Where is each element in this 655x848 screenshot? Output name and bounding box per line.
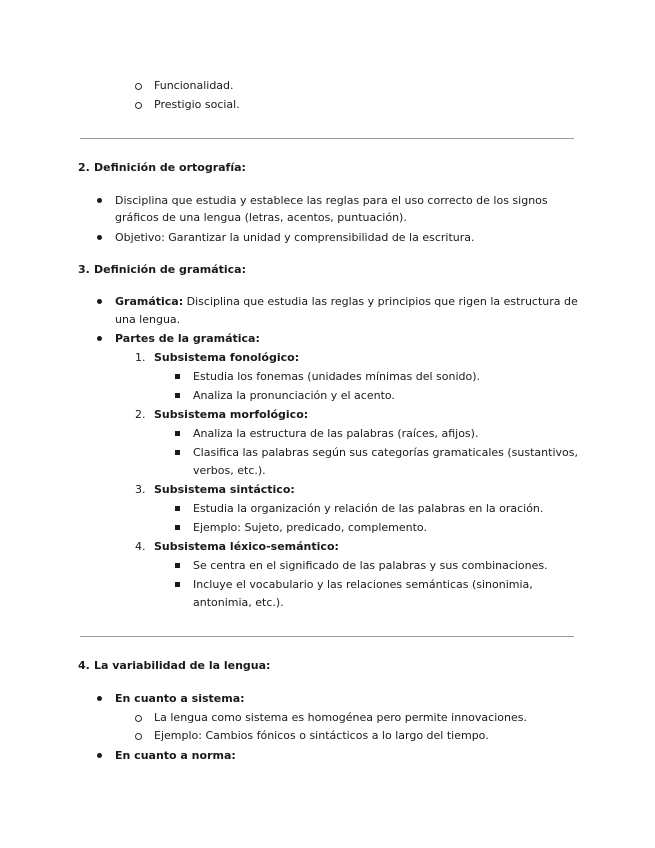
list-item-continuation: antonimia, etc.). — [193, 596, 284, 609]
circle-bullet-icon — [135, 83, 142, 90]
section-title: Definición de gramática: — [94, 263, 246, 276]
bullet-icon — [97, 299, 102, 304]
bullet-icon — [97, 198, 102, 203]
list-item: Estudia los fonemas (unidades mínimas del sonido). — [193, 370, 481, 383]
section-title: La variabilidad de la lengua: — [94, 659, 271, 672]
list-item — [115, 295, 578, 309]
square-bullet-icon — [175, 431, 180, 436]
divider — [80, 138, 574, 139]
list-item: Disciplina que estudia y establece las reglas para el uso correcto de los signos — [115, 194, 548, 207]
list-item: Estudia la organización y relación de las palabras en la oración. — [193, 502, 544, 515]
list-item-heading: En cuanto a sistema: — [115, 692, 245, 705]
term-label: Gramática: — [115, 295, 184, 308]
ordered-number: 3. — [135, 483, 146, 496]
list-item: Analiza la estructura de las palabras (raíces, afijos). — [193, 427, 479, 440]
square-bullet-icon — [175, 450, 180, 455]
subsystem-title: Subsistema léxico-semántico: — [154, 540, 339, 553]
list-item: Objetivo: Garantizar la unidad y comprensibilidad de la escritura. — [115, 231, 475, 244]
list-item: Incluye el vocabulario y las relaciones semánticas (sinonimia, — [193, 578, 533, 591]
section-title: Definición de ortografía: — [94, 161, 246, 174]
ordered-number: 1. — [135, 351, 146, 364]
square-bullet-icon — [175, 582, 180, 587]
square-bullet-icon — [175, 525, 180, 530]
divider — [80, 636, 574, 637]
square-bullet-icon — [175, 374, 180, 379]
list-item-continuation: gráficos de una lengua (letras, acentos, puntuación). — [115, 211, 407, 224]
list-item-continuation: una lengua. — [115, 313, 181, 326]
list-item: La lengua como sistema es homogénea pero permite innovaciones. — [154, 711, 527, 724]
circle-bullet-icon — [135, 715, 142, 722]
bullet-icon — [97, 235, 102, 240]
term-definition: Disciplina que estudia las reglas y principios que rigen la estructura de — [186, 295, 578, 308]
circle-bullet-icon — [135, 733, 142, 740]
ordered-number: 2. — [135, 408, 146, 421]
list-item: Ejemplo: Sujeto, predicado, complemento. — [193, 521, 427, 534]
list-item: Analiza la pronunciación y el acento. — [193, 389, 395, 402]
square-bullet-icon — [175, 563, 180, 568]
subsystem-title: Subsistema morfológico: — [154, 408, 309, 421]
square-bullet-icon — [175, 393, 180, 398]
square-bullet-icon — [175, 506, 180, 511]
ordered-number: 4. — [135, 540, 146, 553]
circle-bullet-icon — [135, 102, 142, 109]
list-item-continuation: verbos, etc.). — [193, 464, 266, 477]
list-item: Ejemplo: Cambios fónicos o sintácticos a lo largo del tiempo. — [154, 729, 489, 742]
subsystem-title: Subsistema sintáctico: — [154, 483, 295, 496]
list-item-heading: Partes de la gramática: — [115, 332, 260, 345]
list-item: Funcionalidad. — [154, 79, 234, 92]
section-number: 4. — [78, 659, 90, 672]
section-number: 2. — [78, 161, 90, 174]
list-item-heading: En cuanto a norma: — [115, 749, 236, 762]
bullet-icon — [97, 696, 102, 701]
list-item: Clasifica las palabras según sus categorías gramaticales (sustantivos, — [193, 446, 578, 459]
list-item: Prestigio social. — [154, 98, 240, 111]
bullet-icon — [97, 336, 102, 341]
subsystem-title: Subsistema fonológico: — [154, 351, 300, 364]
bullet-icon — [97, 753, 102, 758]
list-item: Se centra en el significado de las palabras y sus combinaciones. — [193, 559, 548, 572]
section-number: 3. — [78, 263, 90, 276]
